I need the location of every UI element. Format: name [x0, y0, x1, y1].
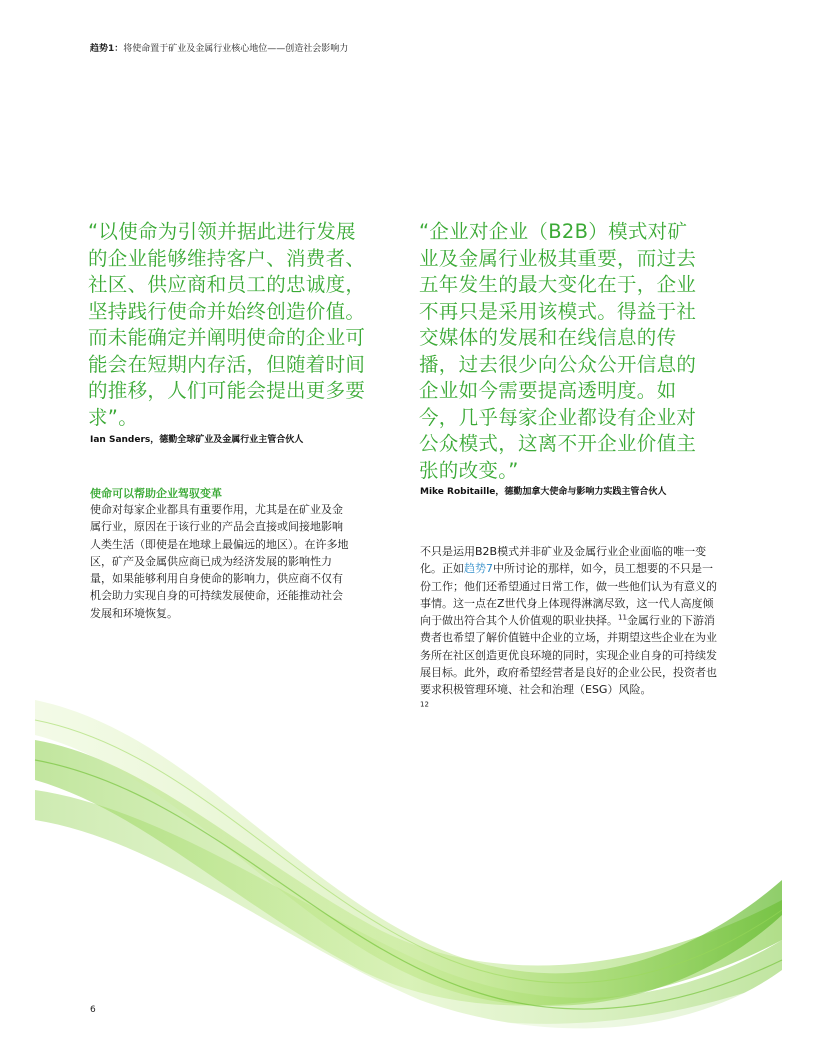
page-number: 6 — [90, 1005, 96, 1015]
attribution-left-name: Ian Sanders — [90, 435, 151, 445]
trend7-link[interactable]: 趋势7 — [464, 562, 493, 576]
header-text: 将使命置于矿业及金属行业核心地位——创造社会影响力 — [123, 44, 349, 54]
section-heading: 使命可以帮助企业驾驭变革 — [90, 487, 222, 500]
attribution-right-name: Mike Robitaille — [420, 487, 496, 497]
pull-quote-left: “以使命为引领并据此进行发展的企业能够维持客户、消费者、社区、供应商和员工的忠诚度，坚持践行使命并始终创造价值。而未能确定并阐明使命的企业可能会在短期内存活，但随着时间的推移，人们可能会提出更多要求”。 — [88, 220, 366, 429]
attribution-right — [420, 484, 666, 497]
header-label: 趋势1： — [90, 44, 124, 54]
running-header — [90, 41, 348, 54]
attribution-right-title: ，德勤加拿大使命与影响力实践主管合伙人 — [495, 487, 667, 497]
section-body: 使命对每家企业都具有重要作用，尤其是在矿业及金属行业，原因在于该行业的产品会直接或间接地影响人类生活（即使是在地球上最偏远的地区）。在许多地区，矿产及金属供应商已成为经济发展的影响性力量，如果能够利用自身使命的影响力，供应商不仅有机会助力实现自身的可持续发展使命，还能推动社会发展和环境恢复。 — [90, 503, 349, 620]
attribution-left-title: ，德勤全球矿业及金属行业主管合伙人 — [150, 435, 304, 445]
right-body-part1: 不只是运用B2B模式并非矿业及金属行业企业面临的唯一变化。正如 — [420, 545, 707, 576]
footnote-ref-11[interactable]: 11 — [618, 613, 627, 622]
right-body-part2: 中所讨论的那样，如今，员工想要的不只是一份工作；他们还希望通过日常工作，做一些他们认为有意义的事情。这一点在Z世代身上体现得淋漓尽致，这一代人高度倾向于做出符合其个人价值观的职业抉择。 — [420, 562, 717, 628]
pull-quote-right: “企业对企业（B2B）模式对矿业及金属行业极其重要，而过去五年发生的最大变化在于，企业不再只是采用该模式。得益于社交媒体的发展和在线信息的传播，过去很少向公众公开信息的企业如今需要提高透明度。如今，几乎每家企业都设有企业对公众模式，这离不开企业价值主张的改变。” — [419, 220, 697, 482]
right-body-part3: 金属行业的下游消费者也希望了解价值链中企业的立场，并期望这些企业在为业务所在社区创造更优良环境的同时，实现企业自身的可持续发展目标。此外，政府希望经营者是良好的企业公民，投资者也要求积极管理环境、社会和治理（ESG）风险。 — [420, 614, 717, 697]
attribution-left — [90, 432, 303, 445]
footnote-ref-12[interactable]: 12 — [420, 700, 429, 709]
green-swoosh-decoration — [0, 640, 816, 1056]
